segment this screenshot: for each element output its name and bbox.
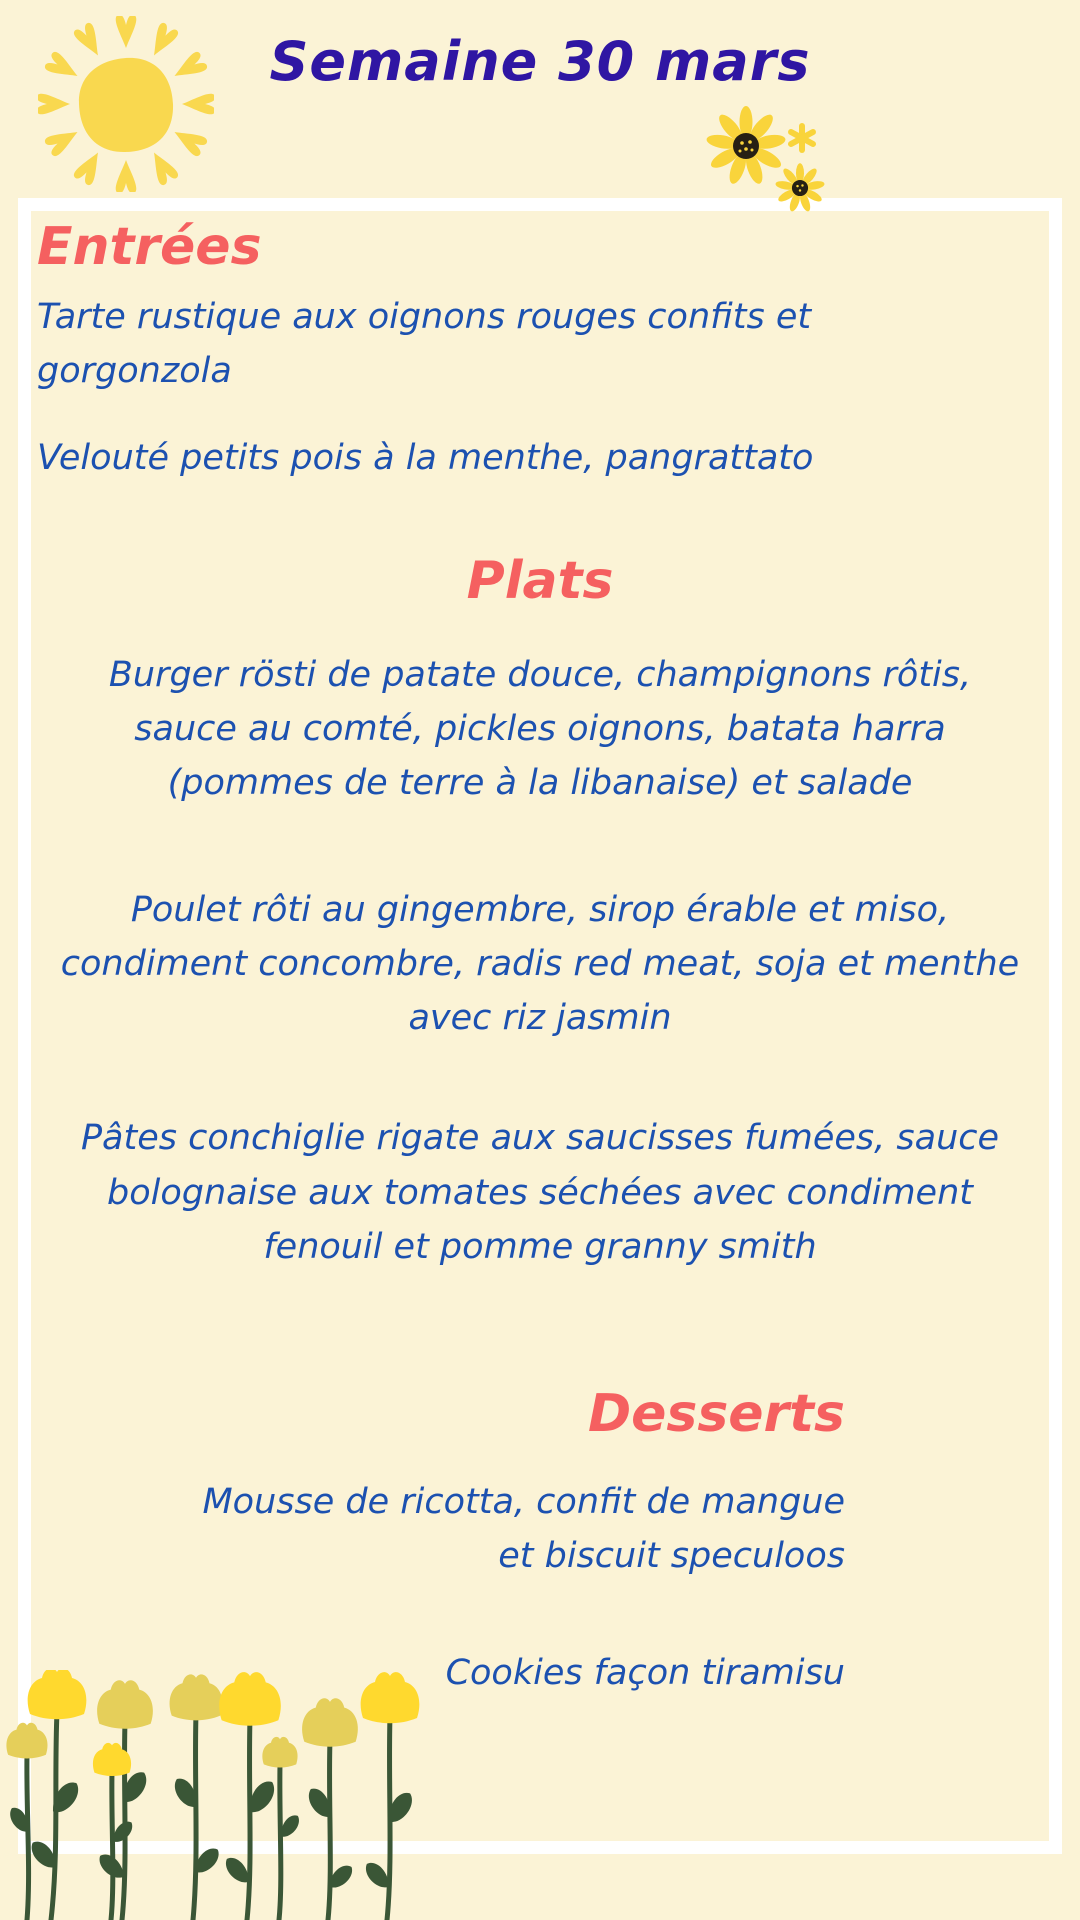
menu-item-line: Velouté petits pois à la menthe, pangrattato bbox=[37, 437, 814, 478]
menu-item-line: bolognaise aux tomates séchées avec condiment bbox=[107, 1172, 973, 1213]
menu-item-line: (pommes de terre à la libanaise) et salade bbox=[167, 763, 913, 804]
menu-item bbox=[37, 290, 1043, 399]
section-plats bbox=[31, 549, 1049, 1274]
flower-row-icon bbox=[0, 1670, 420, 1920]
menu-item-line: et biscuit speculoos bbox=[498, 1536, 845, 1577]
sparkle-icon bbox=[791, 126, 813, 150]
menu-item-line: Mousse de ricotta, confit de mangue bbox=[202, 1482, 845, 1522]
menu-content bbox=[31, 211, 1049, 1700]
menu-item bbox=[37, 648, 1043, 811]
menu-item-line: Cookies façon tiramisu bbox=[445, 1652, 845, 1693]
menu-item-line: Poulet rôti au gingembre, sirop érable et miso, bbox=[130, 889, 950, 930]
section-desserts bbox=[31, 1382, 1049, 1700]
page-title: Semaine 30 mars bbox=[269, 30, 811, 93]
menu-item-line: sauce au comté, pickles oignons, batata harra bbox=[134, 709, 946, 749]
menu-item-line: fenouil et pomme granny smith bbox=[263, 1226, 817, 1267]
menu-item bbox=[37, 1475, 845, 1584]
menu-item bbox=[37, 431, 1043, 485]
menu-item-line: Tarte rustique aux oignons rouges confits et bbox=[37, 297, 812, 337]
daisy-flowers-icon bbox=[688, 98, 848, 216]
menu-item bbox=[37, 1111, 1043, 1274]
menu-item-line: avec riz jasmin bbox=[408, 998, 672, 1038]
menu-item-line: gorgonzola bbox=[37, 351, 232, 392]
section-heading-plats: Plats bbox=[466, 550, 614, 611]
menu-item-line: Pâtes conchiglie rigate aux saucisses fumées, sauce bbox=[80, 1118, 1000, 1159]
section-heading-desserts: Desserts bbox=[587, 1384, 845, 1444]
section-heading-entrees: Entrées bbox=[37, 217, 262, 277]
menu-item-line: condiment concombre, radis red meat, soja et menthe bbox=[60, 943, 1020, 984]
menu-item bbox=[37, 883, 1043, 1046]
section-entrees bbox=[31, 215, 1049, 485]
menu-item-line: Burger rösti de patate douce, champignons rôtis, bbox=[108, 654, 972, 695]
